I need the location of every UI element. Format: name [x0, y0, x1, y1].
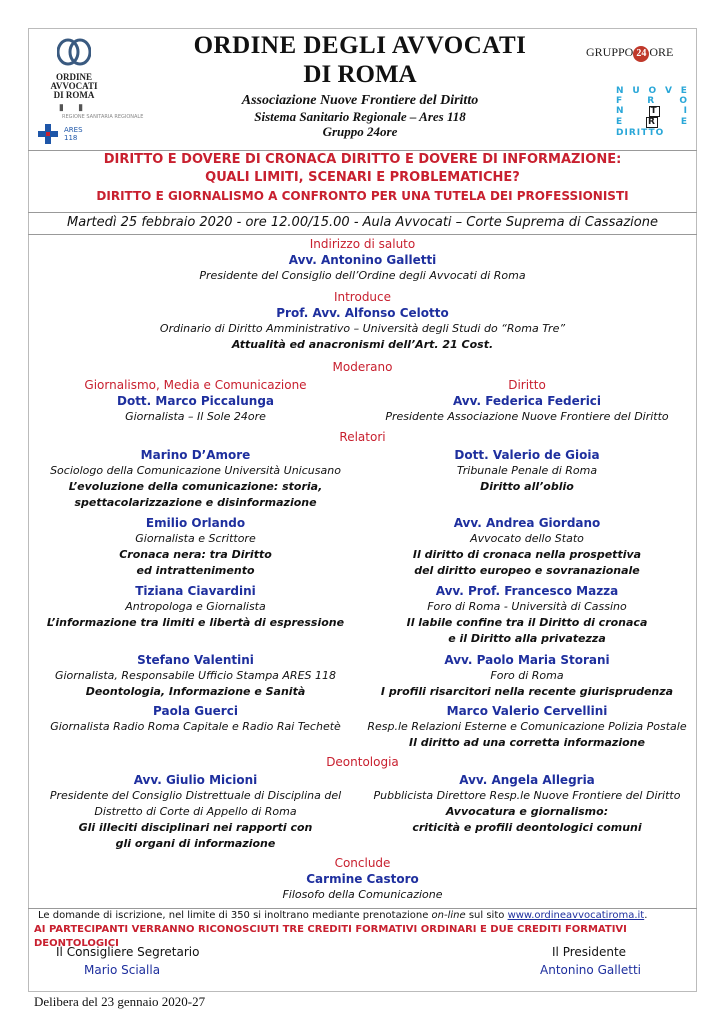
conclude-role: Filosofo della Comunicazione [282, 888, 443, 901]
greeting-role: Presidente del Consiglio dell’Ordine degli Avvocati di Roma [199, 269, 526, 282]
nfd-letter-box: R [648, 117, 656, 127]
nfd-letter: N [616, 106, 625, 116]
speaker-talk: e il Diritto alla privatezza [448, 632, 606, 645]
deontology-right-talk1: Avvocatura e giornalismo: [445, 805, 609, 818]
nfd-letter: I [683, 106, 688, 116]
deontology-left-name: Avv. Giulio Micioni [133, 773, 258, 787]
president-name: Antonino Galletti [540, 963, 642, 977]
moderator-left-name: Dott. Marco Piccalunga [116, 394, 275, 408]
ares-logo [38, 112, 144, 146]
speaker-role: Giornalista, Responsabile Ufficio Stampa ARES 118 [54, 669, 337, 682]
nfd-letter: O [679, 96, 688, 106]
deontology-right-talk2: criticità e profili deontologici comuni [412, 821, 642, 834]
speaker-talk: L’evoluzione della comunicazione: storia, [68, 480, 323, 493]
speaker-role: Giornalista e Scrittore [135, 532, 256, 545]
delibera-note: Delibera del 23 gennaio 2020-27 [34, 994, 206, 1009]
speaker-talk: del diritto europeo e sovranazionale [414, 564, 640, 577]
moderator-left [28, 377, 363, 425]
speaker-left [28, 652, 363, 700]
speaker-name: Dott. Valerio de Gioia [454, 448, 600, 462]
speaker-talk: ed intrattenimento [136, 564, 255, 577]
moderators-label: Moderano [332, 360, 393, 374]
speaker-talk: Il diritto di cronaca nella prospettiva [412, 548, 642, 561]
speaker-name: Avv. Prof. Francesco Mazza [435, 584, 619, 598]
ares-label-2: 118 [64, 134, 78, 142]
subtitle-association: Associazione Nuove Frontiere del Diritto [241, 93, 479, 108]
medical-cross-icon [38, 124, 58, 144]
conclude-block [28, 855, 697, 903]
deontology-label: Deontologia [326, 755, 399, 769]
speaker-right [357, 652, 697, 700]
nfd-letter: E [680, 86, 688, 96]
speaker-role: Antropologa e Giornalista [125, 600, 266, 613]
nfd-letter: O [648, 86, 658, 96]
subtitle-gruppo: Gruppo 24ore [322, 124, 398, 139]
nfd-letter: V [665, 86, 673, 96]
signature-president [540, 943, 642, 979]
nfd-row2 [616, 96, 688, 106]
ordine-logo-line2: AVVOCATI [50, 81, 98, 91]
deontology-left-talk1: Gli illeciti disciplinari nei rapporti con [78, 821, 313, 834]
speaker-name: Emilio Orlando [145, 516, 246, 530]
nfd-letter: E [680, 117, 688, 127]
ordine-logo-line3: DI ROMA [53, 90, 95, 100]
speaker-role: Foro di Roma - Università di Cassino [427, 600, 627, 613]
deontology-left-role2: Distretto di Corte di Appello di Roma [94, 805, 297, 818]
conclude-name: Carmine Castoro [306, 872, 419, 886]
moderator-left-role: Giornalista – Il Sole 24ore [125, 410, 266, 423]
speaker-talk: Il labile confine tra il Diritto di cronaca [406, 616, 648, 629]
speaker-left [28, 703, 363, 735]
secretary-name: Mario Scialla [84, 963, 161, 977]
speaker-talk: Il diritto ad una corretta informazione [409, 736, 645, 749]
moderator-right [357, 377, 697, 425]
speaker-name: Paola Guerci [153, 704, 238, 718]
speaker-role: Tribunale Penale di Roma [456, 464, 598, 477]
topic-line2: QUALI LIMITI, SCENARI E PROBLEMATICHE? [205, 170, 520, 185]
moderator-right-role: Presidente Associazione Nuove Frontiere del Diritto [385, 410, 669, 423]
speaker-right [357, 515, 697, 579]
greeting-block [28, 236, 697, 284]
president-title: Il Presidente [552, 945, 627, 959]
speaker-right [357, 447, 697, 495]
ordine-logo [34, 34, 114, 113]
intro-name: Prof. Avv. Alfonso Celotto [276, 306, 449, 320]
enroll-online: on-line [431, 910, 466, 921]
deontology-right-name: Avv. Angela Allegria [459, 773, 595, 787]
nfd-row4 [616, 117, 688, 128]
deontology-label-block [28, 754, 697, 770]
moderator-right-area: Diritto [508, 378, 546, 392]
speaker-name: Tiziana Ciavardini [135, 584, 256, 598]
greeting-label: Indirizzo di saluto [309, 237, 416, 251]
deontology-left-talk2: gli organi di informazione [115, 837, 276, 850]
enroll-end: . [644, 910, 648, 921]
nfd-letter: R [647, 96, 656, 106]
subtitle-health-system: Sistema Sanitario Regionale – Ares 118 [254, 109, 466, 124]
speaker-talk: I profili risarcitori nella recente giurisprudenza [380, 685, 674, 698]
event-topic [28, 151, 697, 205]
website-link[interactable]: www.ordineavvocatiroma.it [507, 910, 645, 921]
speaker-talk: spettacolarizzazione e disinformazione [74, 496, 317, 509]
speaker-talk: Cronaca nera: tra Diritto [119, 548, 272, 561]
intro-role: Ordinario di Diritto Amministrativo – Università degli Studi do “Roma Tre” [159, 322, 566, 335]
nuove-frontiere-logo [616, 86, 688, 138]
moderator-right-name: Avv. Federica Federici [452, 394, 602, 408]
nfd-row3 [616, 106, 688, 117]
ares-label-1: ARES [64, 126, 83, 134]
ares-label [64, 126, 83, 142]
speaker-role: Foro di Roma [490, 669, 564, 682]
intro-talk: Attualità ed anacronismi dell’Art. 21 Cost. [231, 338, 494, 351]
intro-label: Introduce [333, 290, 392, 304]
enroll-text-b: sul sito [468, 910, 505, 921]
header-title [150, 32, 570, 139]
enroll-text [28, 909, 697, 923]
speaker-left [28, 447, 363, 511]
gruppo-text: GRUPPO [586, 45, 634, 59]
nfd-letter-box: T [650, 106, 658, 116]
nfd-letter: E [616, 117, 624, 127]
deontology-right-role1: Pubblicista Direttore Resp.le Nuove Frontiere del Diritto [373, 789, 681, 802]
speaker-name: Avv. Andrea Giordano [453, 516, 601, 530]
moderator-left-area: Giornalismo, Media e Comunicazione [84, 378, 307, 392]
topic-line1: DIRITTO E DOVERE DI CRONACA DIRITTO E DOVERE DI INFORMAZIONE: [103, 152, 622, 167]
speaker-name: Marco Valerio Cervellini [446, 704, 608, 718]
pillars-icon: ▮ ▮ [58, 102, 90, 112]
deontology-left [28, 772, 363, 852]
speaker-role: Resp.le Relazioni Esterne e Comunicazione Polizia Postale [367, 720, 687, 733]
deontology-left-role1: Presidente del Consiglio Distrettuale di Disciplina del [49, 789, 342, 802]
nfd-letter: F [616, 96, 624, 106]
event-dateline: Martedì 25 febbraio 2020 - ore 12.00/15.00 - Aula Avvocati – Corte Suprema di Cassazione [28, 212, 697, 235]
speakers-label-block [28, 429, 697, 445]
ordine-logo-line1: ORDINE [55, 72, 92, 82]
gruppo-24-badge: 24 [633, 46, 649, 62]
ares-small-text: REGIONE SANITARIA REGIONALE [62, 114, 144, 120]
secretary-title: Il Consigliere Segretario [56, 945, 200, 959]
deontology-right [357, 772, 697, 836]
credits-notice: AI PARTECIPANTI VERRANNO RICONOSCIUTI TRE CREDITI FORMATIVI ORDINARI E DUE CREDITI FORMATIVI DEONTOLOGICI [34, 924, 627, 949]
moderators-label-block [28, 359, 697, 375]
gruppo-ore-text: ORE [649, 45, 674, 59]
speakers-label: Relatori [339, 430, 386, 444]
speaker-name: Marino D’Amore [140, 448, 251, 462]
nfd-diritto: DIRITTO [616, 128, 665, 138]
gruppo24ore-logo [586, 45, 673, 62]
speaker-talk: Diritto all’oblio [480, 480, 574, 493]
topic-line3: DIRITTO E GIORNALISMO A CONFRONTO PER UNA TUTELA DEI PROFESSIONISTI [96, 189, 629, 203]
enroll-text-a: Le domande di iscrizione, nel limite di 350 si inoltrano mediante prenotazione [38, 910, 429, 921]
title-line2: DI ROMA [303, 61, 417, 88]
speaker-name: Avv. Paolo Maria Storani [444, 653, 610, 667]
speaker-talk: L’informazione tra limiti e libertà di espressione [46, 616, 345, 629]
conclude-label: Conclude [334, 856, 391, 870]
intro-block [28, 289, 697, 353]
greeting-name: Avv. Antonino Galletti [288, 253, 437, 267]
crest-icon [57, 38, 91, 66]
nfd-letter: N [616, 86, 625, 96]
speaker-right [357, 583, 697, 647]
speaker-role: Sociologo della Comunicazione Università Unicusano [50, 464, 341, 477]
speaker-name: Stefano Valentini [137, 653, 254, 667]
signature-secretary [56, 943, 199, 979]
speaker-role: Giornalista Radio Roma Capitale e Radio Rai Techetè [50, 720, 341, 733]
speaker-left [28, 515, 363, 579]
title-line1: ORDINE DEGLI AVVOCATI [193, 32, 527, 59]
nfd-row1 [616, 86, 688, 96]
speaker-role: Avvocato dello Stato [470, 532, 584, 545]
speaker-talk: Deontologia, Informazione e Sanità [85, 685, 306, 698]
nfd-letter: U [632, 86, 641, 96]
speaker-right [357, 703, 697, 751]
speaker-left [28, 583, 363, 631]
